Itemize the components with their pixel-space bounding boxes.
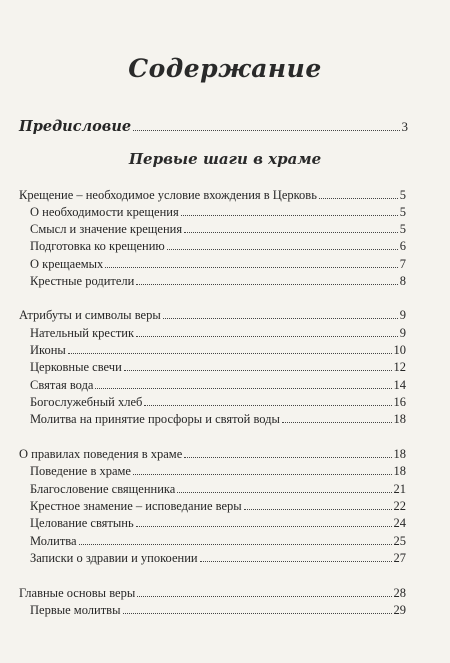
toc-entry xyxy=(30,550,406,566)
toc-entry xyxy=(30,463,406,479)
toc-entry-label: Крещение – необходимое условие вхождения в Церковь xyxy=(19,188,317,202)
toc-entry-page: 3 xyxy=(401,119,408,134)
toc-entry-label: Благословение священника xyxy=(30,482,176,496)
toc-entry xyxy=(30,533,406,549)
toc-entry-page: 24 xyxy=(393,516,406,530)
toc-entry xyxy=(30,359,406,375)
dot-leader xyxy=(124,370,392,371)
dot-leader xyxy=(68,353,392,354)
toc-entry xyxy=(30,238,406,254)
toc-entry-page: 16 xyxy=(393,395,406,409)
dot-leader xyxy=(177,492,391,493)
toc-entry-label: Богослужебный хлеб xyxy=(30,395,143,409)
toc-entry-label: Смысл и значение крещения xyxy=(30,222,183,236)
toc-entry-page: 18 xyxy=(393,447,406,461)
toc-entry-label: О правилах поведения в храме xyxy=(19,447,183,461)
toc-entry xyxy=(30,411,406,427)
toc-entry-label: Первые молитвы xyxy=(30,603,121,617)
dot-leader xyxy=(244,509,392,510)
toc-entry-label: Молитва xyxy=(30,534,77,548)
toc-entry-page: 12 xyxy=(393,360,406,374)
dot-leader xyxy=(200,561,392,562)
toc-entry-page: 7 xyxy=(399,257,406,271)
dot-leader xyxy=(144,405,391,406)
toc-entry-label: Главные основы веры xyxy=(19,586,136,600)
toc-entry-label: Крестное знамение – исповедание веры xyxy=(30,499,242,513)
dot-leader xyxy=(95,388,391,389)
dot-leader xyxy=(319,198,398,199)
toc-entry-label: Церковные свечи xyxy=(30,360,122,374)
toc-entry xyxy=(30,394,406,410)
toc-entry xyxy=(30,273,406,289)
dot-leader xyxy=(105,267,397,268)
toc-entry-page: 10 xyxy=(393,343,406,357)
dot-leader xyxy=(136,526,392,527)
toc-entry xyxy=(19,446,406,462)
toc-entry xyxy=(19,187,406,203)
dot-leader xyxy=(133,130,399,131)
toc-entry xyxy=(30,325,406,341)
dot-leader xyxy=(123,613,392,614)
toc-entry-label: Крестные родители xyxy=(30,274,135,288)
toc-entry xyxy=(19,585,406,601)
dot-leader xyxy=(79,544,392,545)
toc-entry-page: 14 xyxy=(393,378,406,392)
toc-entry-page: 18 xyxy=(393,412,406,426)
toc-entry-page: 5 xyxy=(399,205,406,219)
dot-leader xyxy=(163,318,398,319)
toc-entry-page: 8 xyxy=(399,274,406,288)
page-title: Содержание xyxy=(128,54,322,83)
toc-entry-page: 27 xyxy=(393,551,406,565)
toc-entry-label: Иконы xyxy=(30,343,66,357)
toc-entry xyxy=(30,221,406,237)
toc-entry-label: Целование святынь xyxy=(30,516,134,530)
toc-entry xyxy=(19,307,406,323)
toc-entry-page: 9 xyxy=(399,326,406,340)
toc-entry-label: Записки о здравии и упокоении xyxy=(30,551,198,565)
dot-leader xyxy=(184,232,398,233)
toc-entry-label: Молитва на принятие просфоры и святой воды xyxy=(30,412,280,426)
dot-leader xyxy=(136,336,398,337)
toc-entry-page: 29 xyxy=(393,603,406,617)
toc-entry xyxy=(30,256,406,272)
toc-entry-label: Поведение в храме xyxy=(30,464,131,478)
dot-leader xyxy=(167,249,398,250)
toc-entry-page: 21 xyxy=(393,482,406,496)
toc-entry-page: 6 xyxy=(399,239,406,253)
dot-leader xyxy=(137,596,391,597)
toc-entry xyxy=(30,377,406,393)
dot-leader xyxy=(184,457,391,458)
dot-leader xyxy=(181,215,398,216)
toc-entry-preface xyxy=(19,117,408,135)
toc-entry-page: 28 xyxy=(393,586,406,600)
toc-entry-page: 9 xyxy=(399,308,406,322)
dot-leader xyxy=(136,284,397,285)
toc-entry-page: 5 xyxy=(399,222,406,236)
toc-entry-page: 18 xyxy=(393,464,406,478)
toc-entry-label: Нательный крестик xyxy=(30,326,135,340)
dot-leader xyxy=(282,422,392,423)
dot-leader xyxy=(133,474,392,475)
toc-entry-label: О крещаемых xyxy=(30,257,104,271)
toc-entry-page: 25 xyxy=(393,534,406,548)
toc-entry-label: Святая вода xyxy=(30,378,94,392)
toc-entry-label: Подготовка ко крещению xyxy=(30,239,165,253)
toc-entry xyxy=(30,481,406,497)
toc-entry xyxy=(30,204,406,220)
toc-entry xyxy=(30,342,406,358)
toc-entry-page: 22 xyxy=(393,499,406,513)
toc-entry xyxy=(30,515,406,531)
toc-entry-page: 5 xyxy=(399,188,406,202)
toc-entry-label: О необходимости крещения xyxy=(30,205,179,219)
toc-entry xyxy=(30,498,406,514)
toc-entry-label: Предисловие xyxy=(19,118,132,135)
toc-entry xyxy=(30,602,406,618)
toc-entry-label: Атрибуты и символы веры xyxy=(19,308,161,322)
section-title: Первые шаги в храме xyxy=(128,150,322,168)
